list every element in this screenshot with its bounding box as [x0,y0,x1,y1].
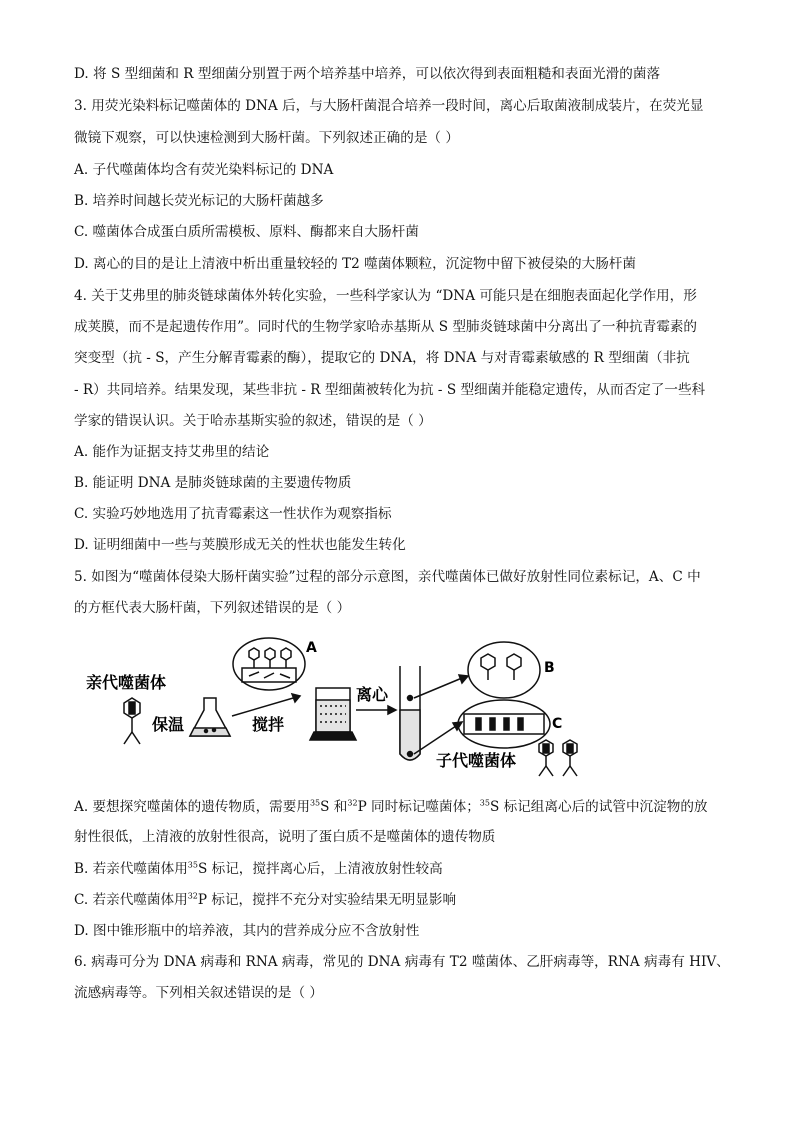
flask-icon [190,698,230,736]
label-warm: 保温 [152,715,185,734]
arrow-to-c [414,722,462,754]
line-q5d: D. 图中锥形瓶中的培养液，其内的营养成分应不含放射性 [74,923,420,939]
q5a-sup-s2: 35 [479,798,490,808]
offspring-phage-icon-1 [539,740,553,776]
parent-phage-icon [124,698,140,744]
line-q4-stem-1: 4. 关于艾弗里的肺炎链球菌体外转化实验，一些科学家认为 “DNA 可能只是在细胞表面起化学作用，形 [74,288,697,304]
q5a-text-post: S 标记组离心后的试管中沉淀物的放 [489,799,708,815]
arrow-stir [232,694,300,716]
line-q4-stem-3: 突变型（抗 - S，产生分解青霉素的酶），提取它的 DNA，将 DNA 与对青霉素敏感的 R 型细菌（非抗 [74,350,690,366]
q5a-sup-p: 32 [347,798,358,808]
circle-a [233,638,305,690]
line-q4c: C. 实验巧妙地选用了抗青霉素这一性状作为观察指标 [74,506,392,522]
q5a-sup-s: 35 [309,798,321,808]
arrow-centrifuge [356,706,396,714]
test-tube-icon [400,666,420,760]
offspring-phage-icon-2 [563,740,577,776]
arrow-to-b [414,675,468,698]
line-q6-stem-1: 6. 病毒可分为 DNA 病毒和 RNA 病毒，常见的 DNA 病毒有 T2 噬菌体、乙肝病毒等，RNA 病毒有 HIV、 [74,954,730,970]
line-q4-stem-4: - R）共同培养。结果发现，某些非抗 - R 型细菌被转化为抗 - S 型细菌并能稳定遗传，从而否定了一些科 [74,382,706,398]
q5c-sup: 32 [187,891,198,901]
line-q4a: A. 能作为证据支持艾弗里的结论 [74,444,270,460]
line-q3b: B. 培养时间越长荧光标记的大肠杆菌越多 [74,193,324,209]
label-centrifuge: 离心 [356,685,389,704]
line-q5b [74,859,443,879]
phage-experiment-figure [84,636,604,784]
q5a-text-pre: A. 要想探究噬菌体的遗传物质，需要用 [74,799,310,815]
label-a: A [306,640,317,656]
line-q3c: C. 噬菌体合成蛋白质所需模板、原料、酶都来自大肠杆菌 [74,224,419,240]
line-q5c [74,890,456,910]
circle-b [468,642,540,698]
label-stir: 搅拌 [252,715,285,734]
label-b: B [544,660,555,676]
line-q6-stem-2: 流感病毒等。下列相关叙述错误的是（ ） [74,985,324,1001]
line-q3-stem-2: 微镜下观察，可以快速检测到大肠杆菌。下列叙述正确的是（ ） [74,130,459,146]
line-q3-stem-1: 3. 用荧光染料标记噬菌体的 DNA 后，与大肠杆菌混合培养一段时间，离心后取菌液制成装片，在荧光显 [74,98,704,114]
label-c: C [552,716,563,732]
q5b-text-pre: B. 若亲代噬菌体用 [74,861,188,877]
q5c-text-post: P 标记，搅拌不充分对实验结果无明显影响 [197,892,457,908]
q5a-text-mid1: S 和 [320,799,348,815]
label-parent-phage: 亲代噬菌体 [86,673,167,692]
line-q5a-1 [74,797,708,817]
line-q3a: A. 子代噬菌体均含有荧光染料标记的 DNA [74,162,334,178]
line-q5-stem-1: 5. 如图为“噬菌体侵染大肠杆菌实验”过程的部分示意图，亲代噬菌体已做好放射性同位素标记，A、C 中 [74,569,701,585]
q5a-text-mid2: P 同时标记噬菌体； [357,799,480,815]
q5c-text-pre: C. 若亲代噬菌体用 [74,892,188,908]
line-q3d: D. 离心的目的是让上清液中析出重量较轻的 T2 噬菌体颗粒，沉淀物中留下被侵染的大肠杆菌 [74,256,636,272]
q5b-text-post: S 标记，搅拌离心后，上清液放射性较高 [197,861,443,877]
line-q4-stem-5: 学家的错误认识。关于哈赤基斯实验的叙述，错误的是（ ） [74,413,432,429]
label-offspring-phage: 子代噬菌体 [436,751,517,770]
line-q4-stem-2: 成荚膜，而不是起遗传作用”。同时代的生物学家哈赤基斯从 S 型肺炎链球菌中分离出了一种抗青霉素的 [74,319,698,335]
q5b-sup: 35 [187,860,198,870]
line-q5a-2: 射性很低，上清液的放射性很高，说明了蛋白质不是噬菌体的遗传物质 [74,829,496,845]
line-q5-stem-2: 的方框代表大肠杆菌，下列叙述错误的是（ ） [74,600,351,616]
circle-c [458,700,550,748]
line-q4b: B. 能证明 DNA 是肺炎链球菌的主要遗传物质 [74,475,352,491]
line-q4d: D. 证明细菌中一些与荚膜形成无关的性状也能发生转化 [74,537,406,553]
beaker-icon [310,688,356,740]
line-q2d: D. 将 S 型细菌和 R 型细菌分别置于两个培养基中培养，可以依次得到表面粗糙和表面光滑的菌落 [74,66,661,82]
